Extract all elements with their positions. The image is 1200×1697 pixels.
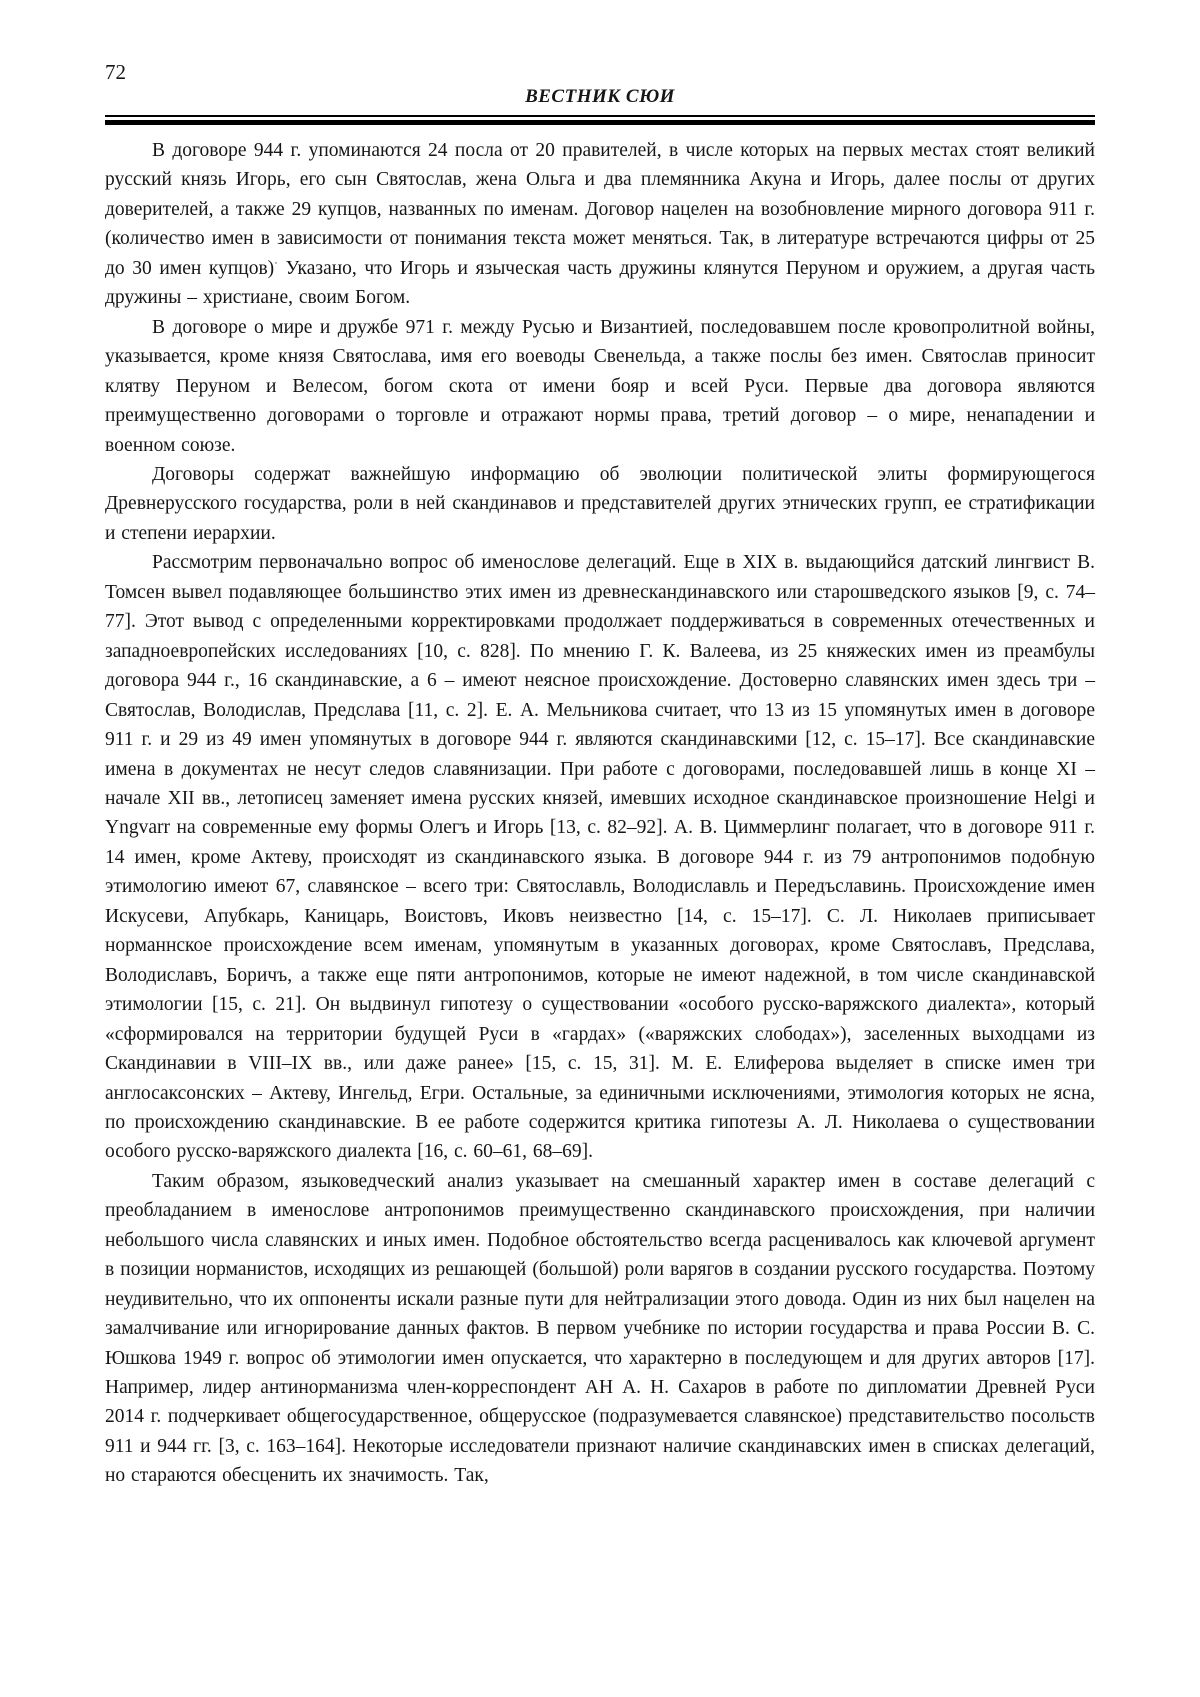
paragraph-1 <box>105 136 1095 313</box>
article-body <box>105 136 1095 1491</box>
header-rule-thick-line <box>105 120 1095 125</box>
paragraph-3: Договоры содержат важнейшую информацию об эволюции политической элиты формирующегося Древнерусского государства, роли в ней скандинавов и представителей других этнических групп, ее стратификации и степени иерархии. <box>105 463 1095 544</box>
journal-title: ВЕСТНИК СЮИ <box>525 86 675 107</box>
page-header <box>105 60 1095 125</box>
paragraph-1-text-after-footnote: Указано, что Игорь и языческая часть дружины клянутся Перуном и оружием, а другая часть дружины – христиане, своим Богом. <box>105 257 1095 309</box>
footnote-mark: · <box>274 257 278 270</box>
paragraph-2: В договоре о мире и дружбе 971 г. между Русью и Византией, последовавшем после кровопролитной войны, указывается, кроме князя Святослава, имя его воеводы Свенельда, а также послы без имен. Святослав приносит клятву Перуном и Велесом, богом скота от имени бояр и всей Руси. Первые два договора являются преимущественно договорами о торговле и отражают нормы права, третий договор – о мире, ненападении и военном союзе. <box>105 316 1095 456</box>
paragraph-4: Рассмотрим первоначально вопрос об именослове делегаций. Еще в XIX в. выдающийся датский лингвист В. Томсен вывел подавляющее большинство этих имен из древнескандинавского или старошведского языков [9, с. 74–77]. Этот вывод с определенными корректировками продолжает поддерживаться в современных отечественных и западноевропейских исследованиях [10, с. 828]. По мнению Г. К. Валеева, из 25 княжеских имен из преамбулы договора 944 г., 16 скандинавские, а 6 – имеют неясное происхождение. Достоверно славянских имен здесь три – Святослав, Володислав, Предслава [11, с. 2]. Е. А. Мельникова считает, что 13 из 15 упомянутых имен в договоре 911 г. и 29 из 49 имен упомянутых в договоре 944 г. являются скандинавскими [12, с. 15–17]. Все скандинавские имена в документах не несут следов славянизации. При работе с договорами, последовавшей лишь в конце XI – начале XII вв., летописец заменяет имена русских князей, имевших исходное скандинавское произношение Helgi и Yngvarr на современные ему формы Олегъ и Игорь [13, с. 82–92]. А. В. Циммерлинг полагает, что в договоре 911 г. 14 имен, кроме Актеву, происходят из скандинавского языка. В договоре 944 г. из 79 антропонимов подобную этимологию имеют 67, славянское – всего три: Святославль, Володиславль и Передъславинь. Происхождение имен Искусеви, Апубкарь, Каницарь, Воистовъ, Иковъ неизвестно [14, с. 15–17]. С. Л. Николаев приписывает норманнское происхождение всем именам, упомянутым в указанных договорах, кроме Святославъ, Предслава, Володиславъ, Боричъ, а также еще пяти антропонимов, которые не имеют надежной, в том числе скандинавской этимологии [15, с. 21]. Он выдвинул гипотезу о существовании «особого русско-варяжского диалекта», который «сформировался на территории будущей Руси в «гардах» («варяжских слободах»), заселенных выходцами из Скандинавии в VIII–IX вв., или даже ранее» [15, с. 15, 31]. М. Е. Елиферова выделяет в списке имен три англосаксонских – Актеву, Ингельд, Егри. Остальные, за единичными исключениями, этимология которых не ясна, по происхождению скандинавские. В ее работе содержится критика гипотезы А. Л. Николаева о существовании особого русско-варяжского диалекта [16, с. 60–61, 68–69]. <box>105 552 1095 1163</box>
page-number: 72 <box>105 60 126 84</box>
paragraph-5: Таким образом, языковедческий анализ указывает на смешанный характер имен в составе делегаций с преобладанием в именослове антропонимов преимущественно скандинавского происхождения, при наличии небольшого числа славянских и иных имен. Подобное обстоятельство всегда расценивалось как ключевой аргумент в позиции норманистов, исходящих из решающей (большой) роли варягов в создании русского государства. Поэтому неудивительно, что их оппоненты искали разные пути для нейтрализации этого довода. Один из них был нацелен на замалчивание или игнорирование данных фактов. В первом учебнике по истории государства и права России В. С. Юшкова 1949 г. вопрос об этимологии имен опускается, что характерно в последующем и для других авторов [17]. Например, лидер антинорманизма член-корреспондент АН А. Н. Сахаров в работе по дипломатии Древней Руси 2014 г. подчеркивает общегосударственное, общерусское (подразумевается славянское) представительство посольств 911 и 944 гг. [3, с. 163–164]. Некоторые исследователи признают наличие скандинавских имен в списках делегаций, но стараются обесценить их значимость. Так, <box>105 1170 1095 1487</box>
header-rule <box>105 115 1095 125</box>
paragraph-1-text-before-footnote: В договоре 944 г. упоминаются 24 посла от 20 правителей, в числе которых на первых местах стоят великий русский князь Игорь, его сын Святослав, жена Ольга и два племянника Акуна и Игорь, далее послы от других доверителей, а также 29 купцов, названных по именам. Договор нацелен на возобновление мирного договора 911 г. (количество имен в зависимости от понимания текста может меняться. Так, в литературе встречаются цифры от 25 до 30 имен купцов) <box>105 140 1095 279</box>
